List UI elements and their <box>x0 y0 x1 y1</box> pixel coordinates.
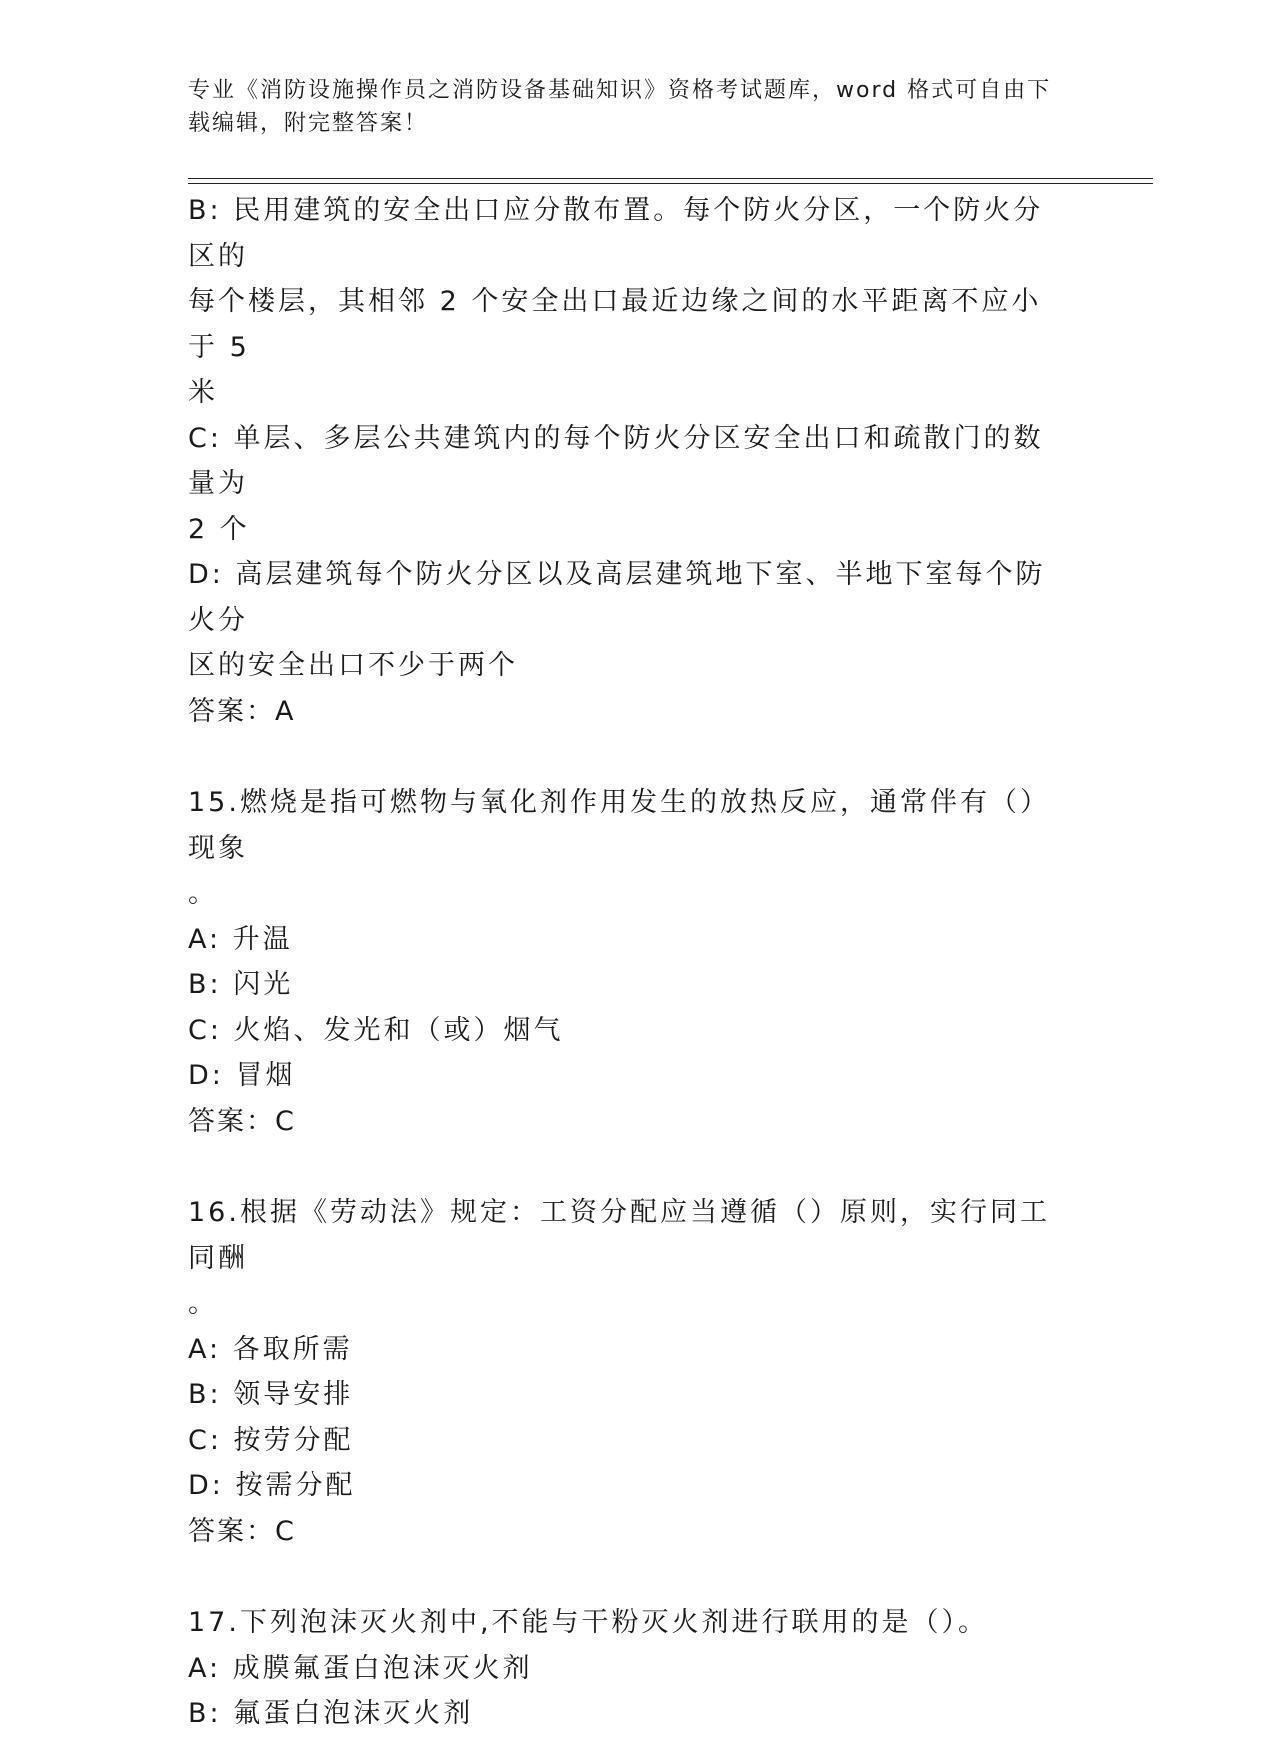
q14-option-c-line-1: C: 单层、多层公共建筑内的每个防火分区安全出口和疏散门的数量为 <box>188 422 1044 499</box>
question-14 <box>188 188 1068 734</box>
header-divider-bottom <box>188 183 1153 184</box>
q16-option-b: B: 领导安排 <box>188 1379 354 1410</box>
question-16 <box>188 1190 1068 1554</box>
q16-option-c: C: 按劳分配 <box>188 1424 354 1456</box>
q17-option-b: B: 氟蛋白泡沫灭火剂 <box>188 1698 474 1729</box>
q15-option-d: D: 冒烟 <box>188 1060 296 1091</box>
q14-option-b-line-1: B: 民用建筑的安全出口应分散布置。每个防火分区，一个防火分区的 <box>188 195 1044 272</box>
header-line-1: 专业《消防设施操作员之消防设备基础知识》资格考试题库，word 格式可自由下 <box>188 78 1052 103</box>
q15-stem-line-2: 。 <box>188 878 218 909</box>
q17-option-a: A: 成膜氟蛋白泡沫灭火剂 <box>188 1652 533 1684</box>
q14-option-b-line-3: 米 <box>188 377 218 408</box>
q15-option-c: C: 火焰、发光和（或）烟气 <box>188 1014 564 1046</box>
question-17 <box>188 1600 1068 1737</box>
q15-stem-line-1: 15.燃烧是指可燃物与氧化剂作用发生的放热反应，通常伴有（）现象 <box>188 787 1050 864</box>
document-header <box>188 74 1088 140</box>
q16-option-d: D: 按需分配 <box>188 1470 356 1501</box>
q15-option-b: B: 闪光 <box>188 969 294 1000</box>
header-line-2: 载编辑，附完整答案！ <box>188 111 429 136</box>
q16-stem-line-2: 。 <box>188 1288 218 1319</box>
q16-answer: 答案：C <box>188 1515 296 1547</box>
q15-answer: 答案：C <box>188 1105 296 1137</box>
header-divider-top <box>188 178 1153 179</box>
spacer <box>188 1554 1068 1600</box>
q16-stem-line-1: 16.根据《劳动法》规定：工资分配应当遵循（）原则，实行同工同酬 <box>188 1197 1050 1274</box>
document-body <box>188 188 1068 1737</box>
spacer <box>188 1144 1068 1190</box>
q17-stem-line-1: 17.下列泡沫灭火剂中,不能与干粉灭火剂进行联用的是（）。 <box>188 1607 989 1638</box>
question-15 <box>188 780 1068 1144</box>
q14-option-d-line-2: 区的安全出口不少于两个 <box>188 650 518 681</box>
q16-option-a: A: 各取所需 <box>188 1333 353 1365</box>
q15-option-a: A: 升温 <box>188 923 293 955</box>
spacer <box>188 734 1068 780</box>
q14-answer: 答案：A <box>188 695 296 727</box>
q14-option-b-line-2: 每个楼层，其相邻 2 个安全出口最近边缘之间的水平距离不应小于 5 <box>188 286 1042 363</box>
q14-option-d-line-1: D: 高层建筑每个防火分区以及高层建筑地下室、半地下室每个防火分 <box>188 559 1046 636</box>
q14-option-c-line-2: 2 个 <box>188 513 250 545</box>
